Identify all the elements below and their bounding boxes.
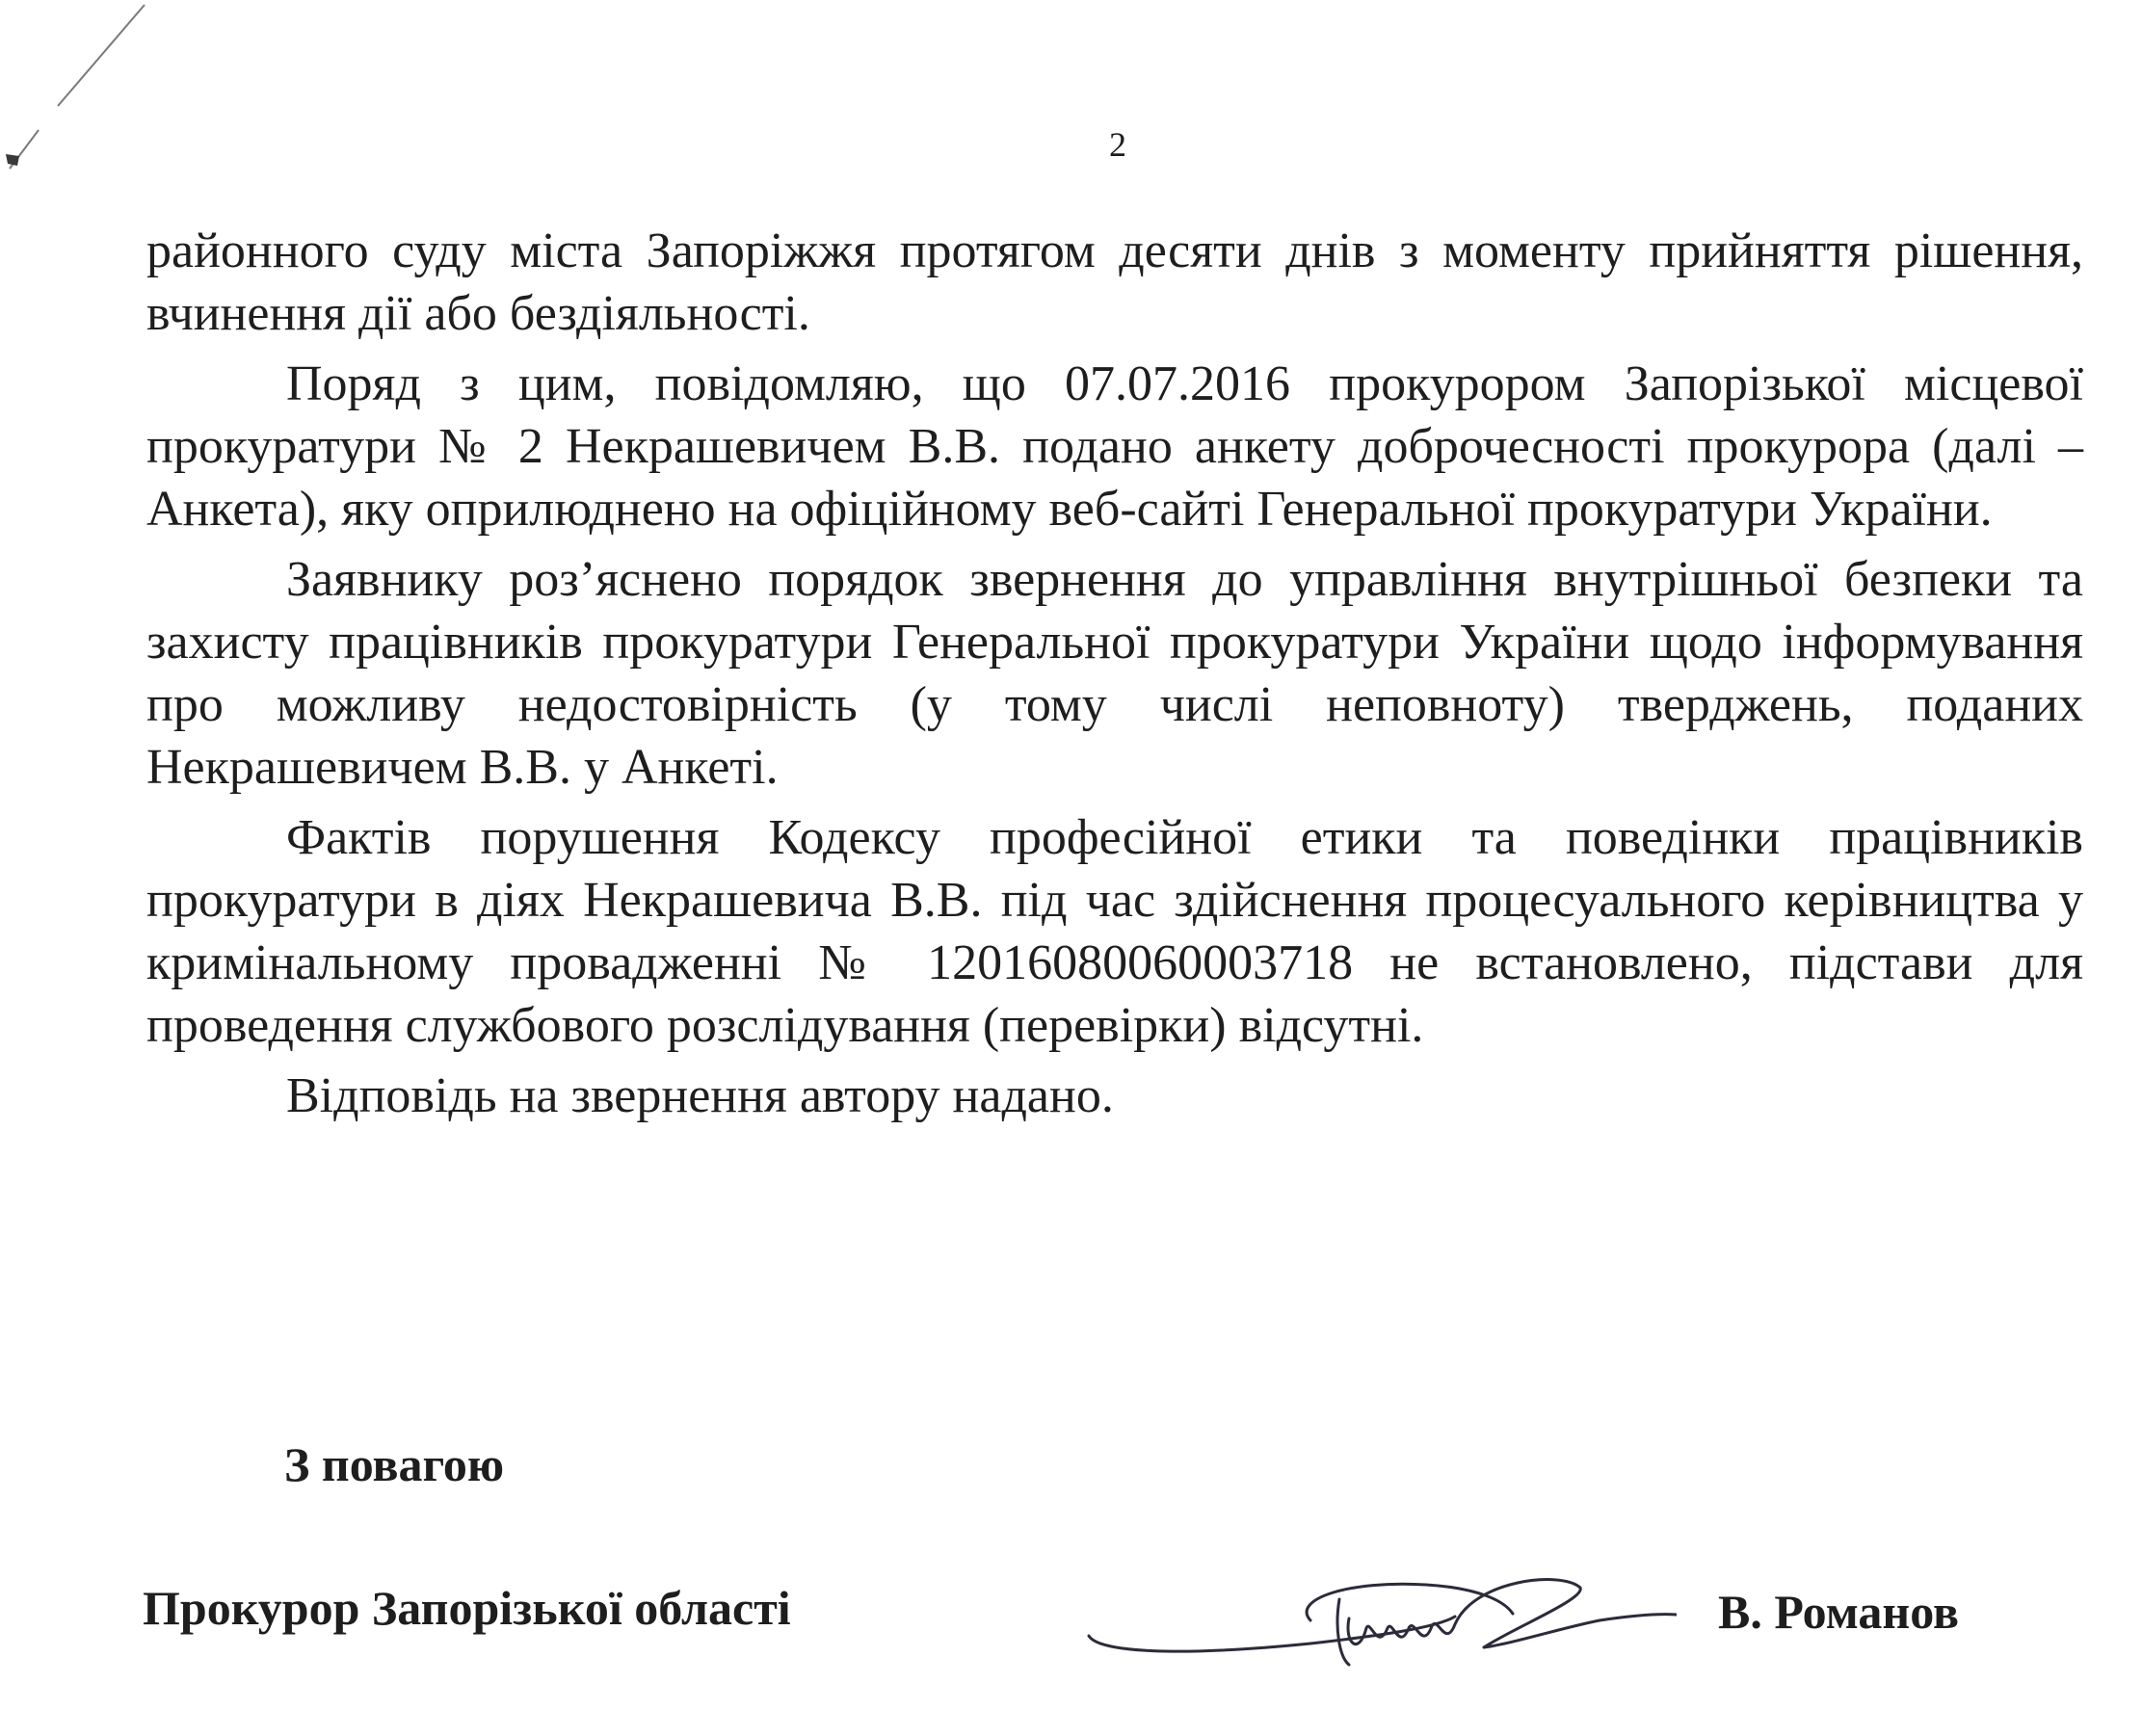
paragraph-continuation: районного суду міста Запоріжжя протягом десяти днів з моменту прийняття рішення, вчинення дії або бездіяльності. <box>146 224 2083 341</box>
letter-body <box>146 220 2083 1135</box>
paragraph-findings: Фактів порушення Кодексу професійної етики та поведінки працівників прокуратури в діях Некрашевича В.В. під час здійснення процесуального керівництва у кримінальному провадженні № 12016080060003718 не встановлено, підстави для проведення службового розслідування (перевірки) відсутні. <box>146 810 2083 1053</box>
paragraph-complaint-procedure: Заявнику роз’яснено порядок звернення до управління внутрішньої безпеки та захисту працівників прокуратури Генеральної прокуратури України щодо інформування про можливу недостовірність (у тому числі неповноту) тверджень, поданих Некрашевичем В.В. у Анкеті. <box>146 552 2083 795</box>
scan-mark <box>0 0 164 193</box>
signer-name: В. Романов <box>1718 1585 1959 1639</box>
closing-salutation: З повагою <box>284 1437 505 1491</box>
handwritten-signature <box>1060 1561 1677 1676</box>
signer-position: Прокурор Запорізької області <box>143 1581 791 1635</box>
paragraph-integrity-declaration: Поряд з цим, повідомляю, що 07.07.2016 прокурором Запорізької місцевої прокуратури № 2 Некрашевичем В.В. подано анкету доброчесності прокурора (далі – Анкета), яку оприлюднено на офіційному веб-сайті Генеральної прокуратури України. <box>146 356 2083 537</box>
paragraph-response-given: Відповідь на звернення автору надано. <box>286 1068 1114 1123</box>
signature-block <box>0 1561 2142 1676</box>
page-number: 2 <box>1109 125 1126 164</box>
